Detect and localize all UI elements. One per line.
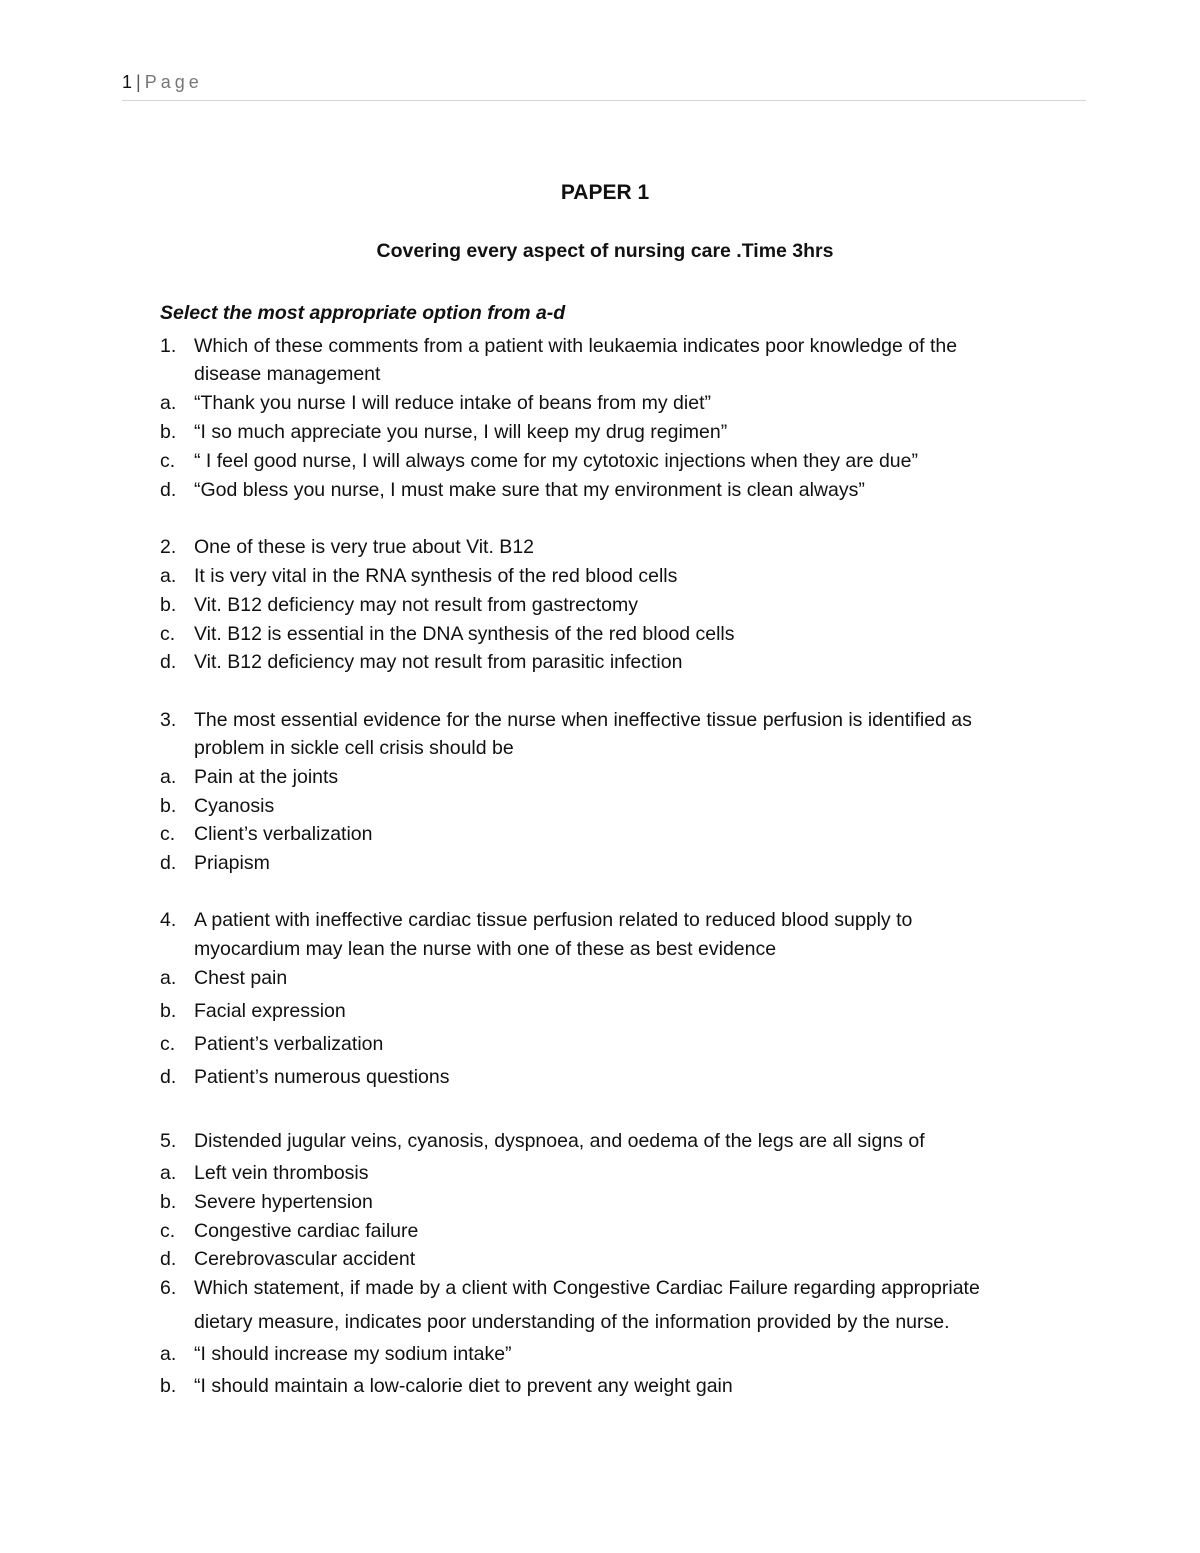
option-text: Priapism xyxy=(194,852,270,874)
option-letter: a. xyxy=(160,1343,177,1365)
question-1 xyxy=(160,335,1090,358)
paper-title: PAPER 1 xyxy=(560,181,650,204)
question-text: Distended jugular veins, cyanosis, dyspnoea, and oedema of the legs are all signs of xyxy=(194,1130,925,1152)
option-letter: a. xyxy=(160,565,177,587)
option-letter: c. xyxy=(160,450,176,472)
paper-subtitle: Covering every aspect of nursing care .Time 3hrs xyxy=(376,240,834,262)
question-text-continued: myocardium may lean the nurse with one of these as best evidence xyxy=(194,938,777,960)
option-letter: c. xyxy=(160,1220,176,1242)
option-row xyxy=(160,1375,1090,1398)
option-text: Left vein thrombosis xyxy=(194,1162,369,1184)
option-letter: a. xyxy=(160,967,177,989)
option-row xyxy=(160,651,1090,674)
question-text: One of these is very true about Vit. B12 xyxy=(194,536,535,558)
question-text-continued: problem in sickle cell crisis should be xyxy=(194,737,514,759)
option-row xyxy=(160,594,1090,617)
page-number: 1 xyxy=(122,72,133,92)
option-text: Patient’s numerous questions xyxy=(194,1066,450,1088)
page-word: Page xyxy=(144,72,203,92)
option-letter: b. xyxy=(160,1000,177,1022)
option-text: Congestive cardiac failure xyxy=(194,1220,419,1242)
question-number: 1. xyxy=(160,335,177,357)
question-number: 3. xyxy=(160,709,177,731)
option-row xyxy=(160,450,1090,473)
option-letter: d. xyxy=(160,1248,177,1270)
option-letter: c. xyxy=(160,1033,176,1055)
option-row xyxy=(160,795,1090,818)
option-letter: b. xyxy=(160,1375,177,1397)
option-row xyxy=(160,623,1090,646)
option-letter: a. xyxy=(160,1162,177,1184)
option-letter: a. xyxy=(160,766,177,788)
question-4 xyxy=(160,909,1090,932)
option-row xyxy=(160,1033,1090,1056)
question-text: Which statement, if made by a client with Congestive Cardiac Failure regarding appropriate xyxy=(194,1277,980,1299)
question-6 xyxy=(160,1277,1090,1300)
option-text: Client’s verbalization xyxy=(194,823,373,845)
option-letter: d. xyxy=(160,479,177,501)
question-text: Which of these comments from a patient with leukaemia indicates poor knowledge of the xyxy=(194,335,958,357)
option-text: “ I feel good nurse, I will always come for my cytotoxic injections when they are due” xyxy=(194,450,918,472)
option-text: Chest pain xyxy=(194,967,288,989)
option-letter: b. xyxy=(160,795,177,817)
option-letter: d. xyxy=(160,1066,177,1088)
question-5 xyxy=(160,1130,1090,1153)
option-text: Vit. B12 is essential in the DNA synthesis of the red blood cells xyxy=(194,623,735,645)
option-row xyxy=(160,852,1090,875)
option-text: “I so much appreciate you nurse, I will keep my drug regimen” xyxy=(194,421,728,443)
option-row xyxy=(160,1343,1090,1366)
page-header xyxy=(122,72,1086,101)
option-row xyxy=(160,967,1090,990)
option-text: It is very vital in the RNA synthesis of the red blood cells xyxy=(194,565,678,587)
question-number: 6. xyxy=(160,1277,177,1299)
option-text: Cerebrovascular accident xyxy=(194,1248,416,1270)
option-letter: a. xyxy=(160,392,177,414)
option-text: Patient’s verbalization xyxy=(194,1033,384,1055)
option-text: Pain at the joints xyxy=(194,766,339,788)
option-row xyxy=(160,766,1090,789)
option-text: Severe hypertension xyxy=(194,1191,373,1213)
question-text-continued: disease management xyxy=(194,363,381,385)
option-row xyxy=(160,479,1090,502)
option-row xyxy=(160,421,1090,444)
option-text: “Thank you nurse I will reduce intake of beans from my diet” xyxy=(194,392,711,414)
question-2 xyxy=(160,536,1090,559)
option-letter: c. xyxy=(160,823,176,845)
option-row xyxy=(160,1000,1090,1023)
option-text: “God bless you nurse, I must make sure that my environment is clean always” xyxy=(194,479,865,501)
option-text: Vit. B12 deficiency may not result from parasitic infection xyxy=(194,651,683,673)
question-number: 5. xyxy=(160,1130,177,1152)
question-text: The most essential evidence for the nurse when ineffective tissue perfusion is identified as xyxy=(194,709,972,731)
option-letter: b. xyxy=(160,594,177,616)
question-number: 2. xyxy=(160,536,177,558)
option-row xyxy=(160,392,1090,415)
question-3 xyxy=(160,709,1090,732)
option-text: Cyanosis xyxy=(194,795,275,817)
option-row xyxy=(160,565,1090,588)
option-text: Vit. B12 deficiency may not result from gastrectomy xyxy=(194,594,638,616)
option-row xyxy=(160,823,1090,846)
option-letter: b. xyxy=(160,1191,177,1213)
instruction: Select the most appropriate option from a-d xyxy=(160,302,566,324)
option-row xyxy=(160,1220,1090,1243)
option-letter: b. xyxy=(160,421,177,443)
option-row xyxy=(160,1191,1090,1214)
option-text: “I should maintain a low-calorie diet to prevent any weight gain xyxy=(194,1375,733,1397)
header-separator: | xyxy=(136,72,141,92)
option-letter: d. xyxy=(160,651,177,673)
question-text: A patient with ineffective cardiac tissue perfusion related to reduced blood supply to xyxy=(194,909,913,931)
question-text-continued: dietary measure, indicates poor understanding of the information provided by the nurse. xyxy=(194,1311,950,1333)
option-text: Facial expression xyxy=(194,1000,346,1022)
option-text: “I should increase my sodium intake” xyxy=(194,1343,512,1365)
option-row xyxy=(160,1162,1090,1185)
question-number: 4. xyxy=(160,909,177,931)
option-row xyxy=(160,1248,1090,1271)
option-letter: c. xyxy=(160,623,176,645)
option-row xyxy=(160,1066,1090,1089)
option-letter: d. xyxy=(160,852,177,874)
